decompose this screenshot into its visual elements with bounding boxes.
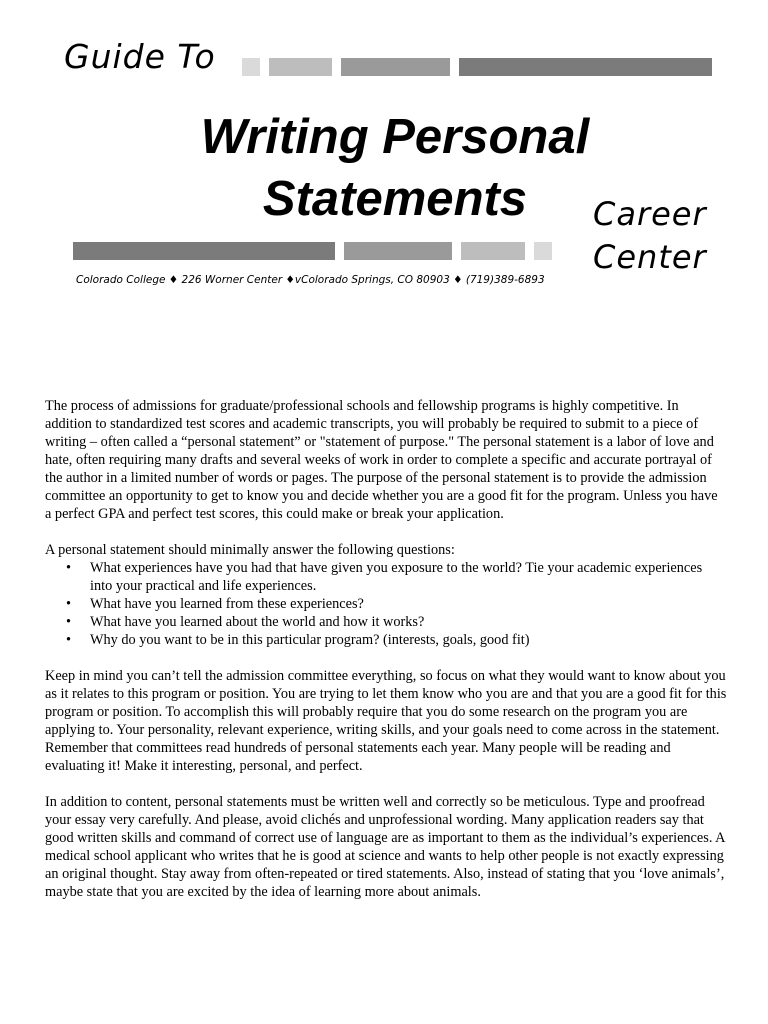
list-item: • What have you learned from these experiences? <box>90 595 727 613</box>
header-bar-top-1 <box>242 58 260 76</box>
paragraph-3: In addition to content, personal statements must be written well and correctly so be meticulous. Type and proofread your essay very carefully. And please, avoid clichés and unprofessional wording. Many application readers say that good written skills and command of correct use of language are as important to them as the individual’s experiences. A medical school applicant who writes that he is good at science and wants to help other people is not exactly expressing an original thought. Stay away from often-repeated or tired statements. Also, instead of stating that you ‘love animals’, maybe state that you are excited by the idea of learning more about animals. <box>45 794 725 900</box>
list-item: • What experiences have you had that have given you exposure to the world? Tie your academic experiences into your practical and life experiences. <box>90 559 727 595</box>
header-bar-top-4 <box>459 58 712 76</box>
header-bar-bottom-1 <box>73 242 335 260</box>
title-line-1: Writing Personal <box>200 110 590 164</box>
header-bar-bottom-3 <box>461 242 525 260</box>
body-text <box>45 397 727 919</box>
header-bar-top-2 <box>269 58 332 76</box>
career-line-1: Career <box>593 195 707 233</box>
guide-to-heading: Guide To <box>64 37 216 76</box>
header-bar-bottom-2 <box>344 242 452 260</box>
questions-list <box>45 559 727 649</box>
header-bar-top-3 <box>341 58 450 76</box>
paragraph-2: Keep in mind you can’t tell the admission committee everything, so focus on what they would want to know about you as it relates to this program or position. You are trying to let them know who you are and that you are a good fit for this program or position. To accomplish this will probably require that you do some research on the program you are applying to. Your personality, relevant experience, writing skills, and your goals need to come across in the statement. Remember that committees read hundreds of personal statements each year. Many people will be reading and evaluating it! Make it interesting, personal, and perfect. <box>45 668 727 774</box>
list-item: • Why do you want to be in this particular program? (interests, goals, good fit) <box>90 631 727 649</box>
title-line-2: Statements <box>262 172 528 226</box>
career-center-label <box>593 193 707 279</box>
address-line: Colorado College ♦ 226 Worner Center ♦vColorado Springs, CO 80903 ♦ (719)389-6893 <box>76 274 545 286</box>
career-line-2: Center <box>593 238 707 276</box>
intro-paragraph: The process of admissions for graduate/professional schools and fellowship programs is highly competitive. In addition to standardized test scores and academic transcripts, you will probably be required to submit to a piece of writing – often called a “personal statement” or "statement of purpose." The personal statement is a labor of love and hate, often requiring many drafts and several weeks of work in order to complete a specific and accurate portrayal of the author in a limited number of words or pages. The purpose of the personal statement is to provide the admission committee an opportunity to get to know you and decide whether you are a good fit for the program. Unless you have a perfect GPA and perfect test scores, this could make or break your application. <box>45 398 718 522</box>
questions-lead: A personal statement should minimally answer the following questions: <box>45 542 455 558</box>
list-item: • What have you learned about the world and how it works? <box>90 613 727 631</box>
header-bar-bottom-4 <box>534 242 552 260</box>
page-title <box>150 106 640 230</box>
